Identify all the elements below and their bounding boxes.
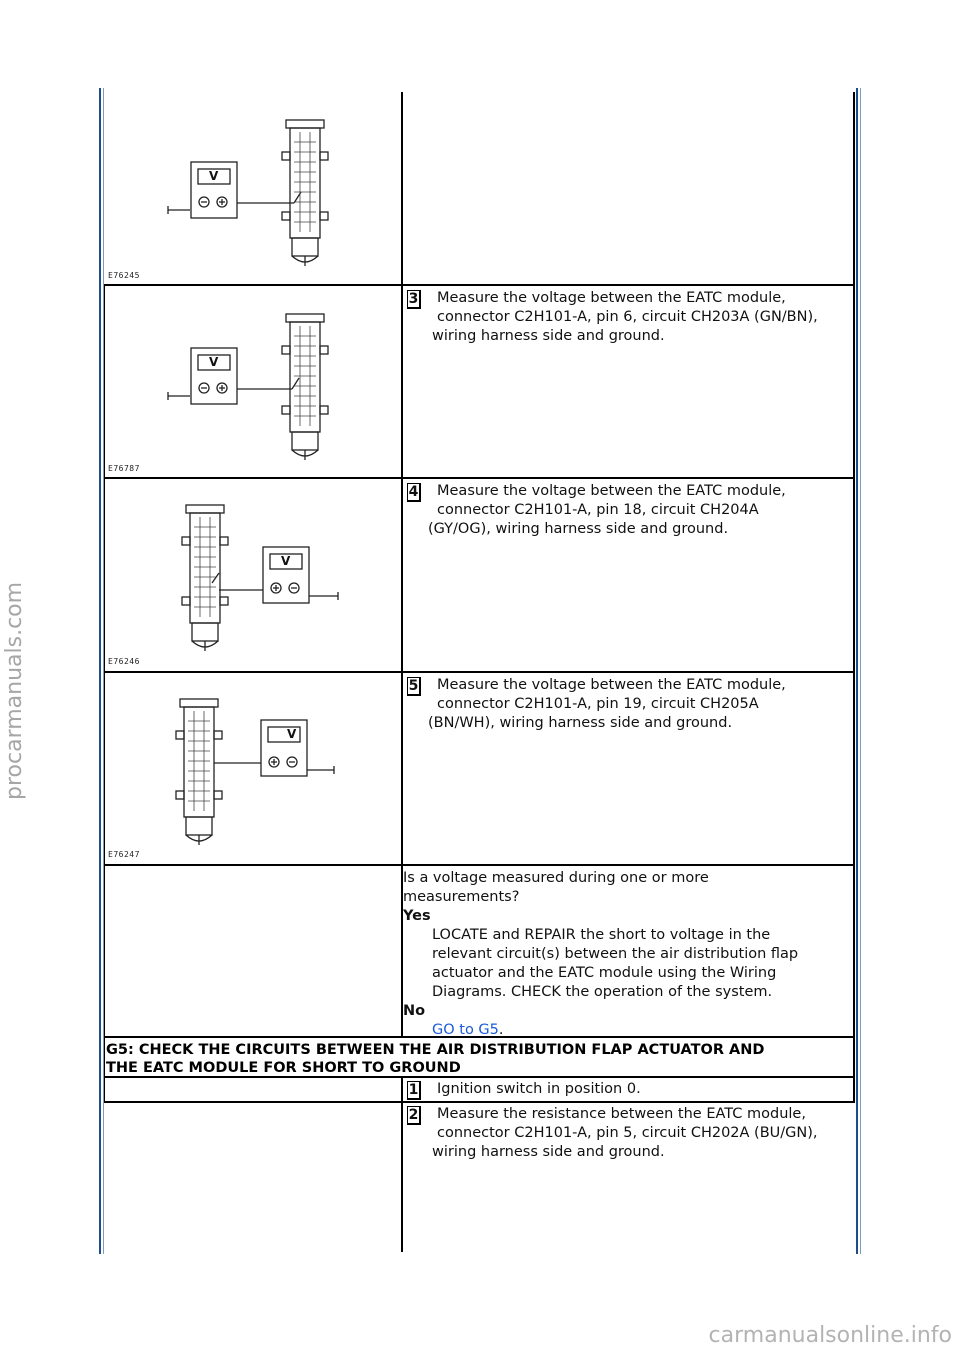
answer-yes-text: relevant circuit(s) between the air distribution flap [432,946,799,962]
heading-line: THE EATC MODULE FOR SHORT TO GROUND [106,1060,461,1076]
step-text: wiring harness side and ground. [432,328,665,344]
right-margin-rule [856,88,858,1254]
row-divider [104,864,855,866]
step-number: 2 [407,1106,421,1125]
step-number: 1 [407,1081,421,1100]
step-text: (BN/WH), wiring harness side and ground. [428,715,733,731]
step-text: connector C2H101-A, pin 6, circuit CH203A (GN/BN), [437,309,818,325]
connector-diagram [106,479,400,669]
answer-yes-text: LOCATE and REPAIR the short to voltage in the [432,927,771,943]
connector-diagram [106,286,400,476]
section-heading-g5 [106,1041,854,1077]
go-to-g5-link[interactable]: GO to G5 [432,1022,499,1038]
step-text: Measure the voltage between the EATC module, [437,483,786,499]
heading-line: G5: CHECK THE CIRCUITS BETWEEN THE AIR DISTRIBUTION FLAP ACTUATOR AND [106,1042,765,1058]
answer-no-line [403,1021,853,1040]
answer-no-label: No [403,1003,426,1019]
column-divider-lower [401,1078,403,1252]
watermark-carmanualsonline: carmanualsonline.info [708,1323,952,1348]
figure-label: E76245 [108,271,140,280]
question-text: Is a voltage measured during one or more [403,870,709,886]
watermark-procarmanuals: procarmanuals.com [2,581,27,800]
step-5 [404,676,854,733]
step-text: Ignition switch in position 0. [437,1081,641,1097]
figure-voltmeter-connector [106,286,400,476]
right-margin-rule-thin [860,88,861,1254]
meter-symbol: V [209,169,219,183]
question-text: measurements? [403,889,520,905]
figure-label: E76787 [108,464,140,473]
meter-symbol: V [281,554,291,568]
step-text: Measure the voltage between the EATC module, [437,290,786,306]
figure-label: E76247 [108,850,140,859]
step-number: 4 [407,483,421,502]
step-text: Measure the resistance between the EATC module, [437,1106,806,1122]
step-text: wiring harness side and ground. [432,1144,665,1160]
connector-diagram [106,92,400,282]
step-text: Measure the voltage between the EATC module, [437,677,786,693]
connector-diagram [106,673,400,863]
step-3 [404,289,854,346]
row-divider [104,1101,855,1103]
answer-no-suffix: . [498,1022,504,1038]
step-text: connector C2H101-A, pin 5, circuit CH202A (BU/GN), [437,1125,818,1141]
figure-voltmeter-connector [106,479,400,669]
figure-voltmeter-connector [106,92,400,282]
answer-yes-text: Diagrams. CHECK the operation of the system. [432,984,773,1000]
figure-label: E76246 [108,657,140,666]
g5-step-1 [404,1080,854,1099]
question-block [403,869,853,1040]
step-text: (GY/OG), wiring harness side and ground. [428,521,729,537]
step-text: connector C2H101-A, pin 18, circuit CH204A [437,502,759,518]
step-text: connector C2H101-A, pin 19, circuit CH205A [437,696,759,712]
meter-symbol: V [209,355,219,369]
answer-yes-text: actuator and the EATC module using the Wiring [432,965,777,981]
g5-step-2 [404,1105,854,1162]
step-number: 3 [407,290,421,309]
table-right-border [853,92,855,1102]
table-left-border [104,285,105,1103]
step-4 [404,482,854,539]
answer-yes-label: Yes [403,908,431,924]
meter-symbol: V [287,727,297,741]
figure-voltmeter-connector [106,673,400,863]
left-margin-rule [99,88,101,1254]
step-number: 5 [407,677,421,696]
